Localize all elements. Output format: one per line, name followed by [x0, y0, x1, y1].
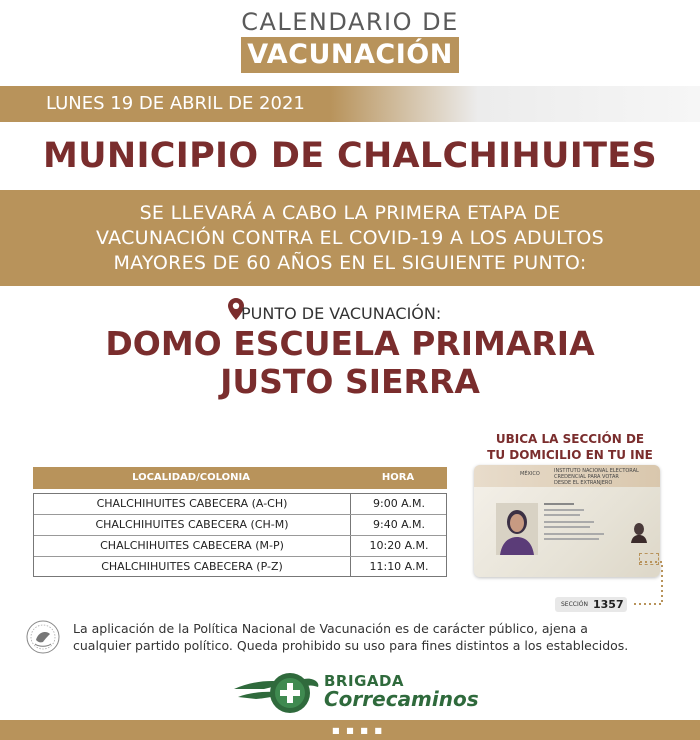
punto-name: [0, 325, 700, 401]
table-row: [34, 557, 446, 577]
schedule-table-header: [33, 467, 447, 489]
title-line2: VACUNACIÓN: [241, 37, 459, 73]
ine-heading: [470, 431, 670, 463]
info-line3: MAYORES DE 60 AÑOS EN EL SIGUIENTE PUNTO:: [113, 252, 587, 274]
info-line2: VACUNACIÓN CONTRA EL COVID-19 A LOS ADULTOS: [96, 227, 604, 249]
header-localidad: LOCALIDAD/COLONIA: [132, 472, 250, 483]
localidad-cell: CHALCHIHUITES CABECERA (CH-M): [95, 518, 289, 531]
card-country: MÉXICO: [520, 471, 540, 477]
hora-cell: 9:00 A.M.: [350, 494, 447, 514]
localidad-cell: CHALCHIHUITES CABECERA (P-Z): [101, 560, 283, 573]
brand-line1: BRIGADA: [324, 672, 405, 690]
seccion-tag: [555, 597, 627, 612]
youtube-icon[interactable]: ■: [374, 726, 384, 735]
table-row: [34, 515, 446, 535]
twitter-icon[interactable]: ■: [346, 726, 356, 735]
event-date: LUNES 19 DE ABRIL DE 2021: [46, 93, 305, 114]
brand-line2: Correcaminos: [324, 687, 479, 711]
facebook-icon[interactable]: ■: [332, 726, 342, 735]
card-institute-line1: INSTITUTO NACIONAL ELECTORAL: [554, 468, 639, 474]
schedule-table: [33, 493, 447, 577]
info-text: [30, 201, 670, 276]
punto-name-line1: DOMO ESCUELA PRIMARIA: [105, 324, 595, 363]
hora-cell: 10:20 A.M.: [350, 536, 447, 556]
seccion-label: SECCIÓN: [561, 601, 588, 608]
punto-label: PUNTO DE VACUNACIÓN:: [241, 304, 442, 323]
footer-line2: cualquier partido político. Queda prohibido su uso para fines distintos a los establecidos.: [73, 638, 629, 653]
card-institute-line2: CREDENCIAL PARA VOTAR: [554, 474, 619, 480]
card-abroad: DESDE EL EXTRANJERO: [554, 480, 613, 486]
localidad-cell: CHALCHIHUITES CABECERA (M-P): [100, 539, 284, 552]
card-institute: [554, 468, 639, 486]
table-row: [34, 536, 446, 556]
seccion-number: 1357: [593, 598, 624, 611]
date-bar-fade: [330, 86, 700, 122]
hora-cell: 9:40 A.M.: [350, 515, 447, 535]
title-line1: CALENDARIO DE: [241, 8, 459, 36]
ine-heading-line2: TU DOMICILIO EN TU INE: [487, 448, 653, 462]
table-row: [34, 494, 446, 514]
card-small-photo-icon: [630, 521, 648, 543]
punto-name-line2: JUSTO SIERRA: [220, 362, 480, 401]
localidad-cell: CHALCHIHUITES CABECERA (A-CH): [96, 497, 288, 510]
card-text-lines: [544, 503, 604, 543]
card-photo-icon: [496, 503, 538, 555]
brigada-correcaminos-logo-icon: [232, 669, 322, 719]
municipio-title: MUNICIPIO DE CHALCHIHUITES: [43, 136, 657, 176]
dotted-connector-icon: [630, 560, 670, 610]
footer-disclaimer: [73, 620, 683, 654]
header-hora: HORA: [381, 472, 415, 483]
hora-cell: 11:10 A.M.: [350, 557, 447, 577]
footer-line1: La aplicación de la Política Nacional de Vacunación es de carácter público, ajena a: [73, 621, 588, 636]
info-line1: SE LLEVARÁ A CABO LA PRIMERA ETAPA DE: [139, 202, 561, 224]
social-icons: [332, 726, 384, 735]
instagram-icon[interactable]: ■: [360, 726, 370, 735]
ine-heading-line1: UBICA LA SECCIÓN DE: [495, 432, 645, 446]
mexico-seal-icon: [26, 620, 60, 654]
